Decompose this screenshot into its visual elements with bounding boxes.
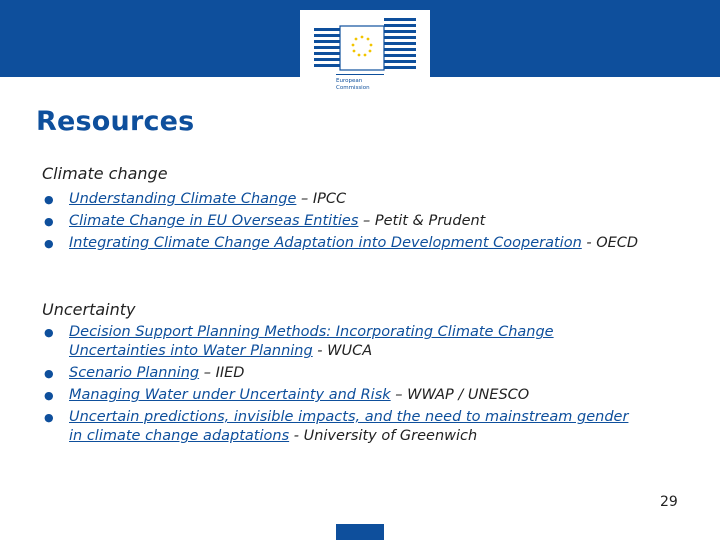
- list-item: [42, 190, 682, 209]
- list-item: [42, 323, 642, 361]
- resource-source: – IIED: [199, 365, 245, 381]
- bullet-icon: ●: [44, 237, 54, 250]
- bullet-icon: ●: [44, 389, 54, 402]
- page-number: 29: [660, 494, 678, 510]
- resource-link[interactable]: Scenario Planning: [69, 365, 200, 381]
- logo-label-line2: Commission: [336, 84, 370, 91]
- list-item: [42, 386, 642, 405]
- resource-source: – Petit & Prudent: [358, 213, 486, 229]
- list-item: [42, 364, 642, 383]
- resource-source: - University of Greenwich: [289, 428, 478, 444]
- list-item: [42, 408, 642, 446]
- resource-link[interactable]: Uncertain predictions, invisible impacts, and the need to mainstream gender in climate change adaptations: [69, 409, 629, 444]
- resource-source: - OECD: [581, 235, 639, 251]
- resource-link[interactable]: Understanding Climate Change: [69, 191, 297, 207]
- section-heading-uncertainty: Uncertainty: [42, 300, 136, 319]
- climate-change-list: [42, 190, 682, 256]
- footer-tab: [336, 524, 384, 540]
- resource-source: - WUCA: [312, 343, 373, 359]
- resource-link[interactable]: Climate Change in EU Overseas Entities: [69, 213, 359, 229]
- bullet-icon: ●: [44, 215, 54, 228]
- logo-label: [336, 78, 370, 91]
- resource-link[interactable]: Integrating Climate Change Adaptation into Development Cooperation: [69, 235, 582, 251]
- section-heading-climate-change: Climate change: [42, 164, 168, 183]
- bullet-icon: ●: [44, 326, 54, 339]
- resource-source: – IPCC: [296, 191, 347, 207]
- logo-label-line1: European: [336, 78, 363, 84]
- resource-link[interactable]: Managing Water under Uncertainty and Risk: [69, 387, 391, 403]
- list-item: [42, 234, 682, 253]
- bullet-icon: ●: [44, 193, 54, 206]
- european-commission-logo[interactable]: [300, 10, 430, 102]
- resource-source: – WWAP / UNESCO: [390, 387, 530, 403]
- resource-link[interactable]: Decision Support Planning Methods: Incorporating Climate Change Uncertainties into Water Planning: [69, 324, 554, 359]
- bullet-icon: ●: [44, 367, 54, 380]
- list-item: [42, 212, 682, 231]
- slide-title: Resources: [36, 106, 195, 137]
- uncertainty-list: [42, 323, 642, 449]
- bullet-icon: ●: [44, 411, 54, 424]
